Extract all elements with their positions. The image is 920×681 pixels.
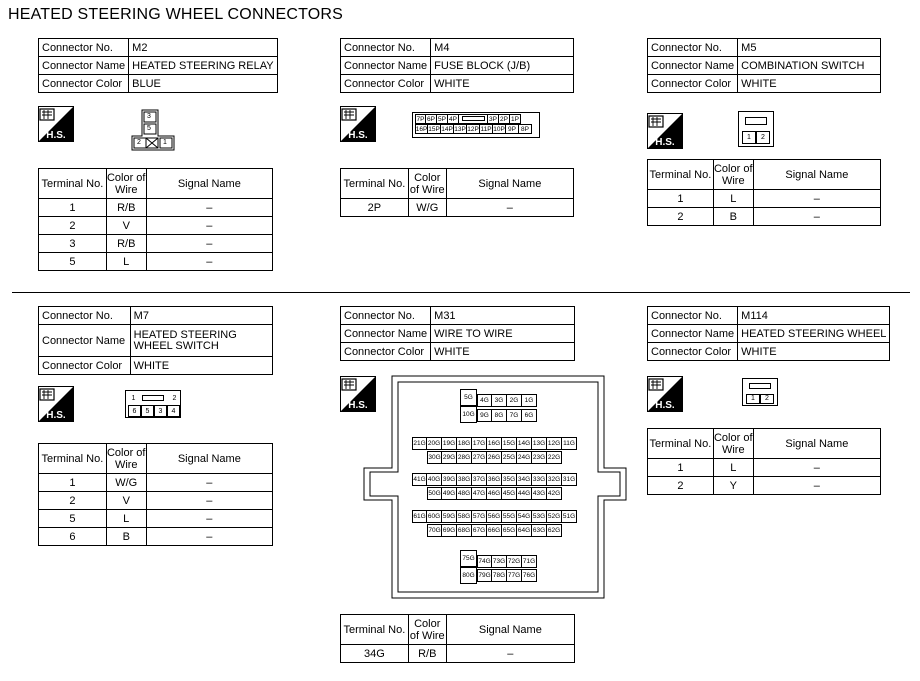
table-cell: R/B [408,645,446,663]
pin-row [415,124,532,134]
pin-cell: 28G [457,451,472,464]
table-row [648,190,881,208]
pin-cell: 15G [502,437,517,450]
pin-cell: 1 [746,394,760,404]
svg-text:H.S.: H.S. [348,400,368,411]
pin-label: 5 [147,125,151,132]
info-label: Connector Color [341,343,431,361]
pin-cell: 22G [547,451,562,464]
column-header: Terminal No. [39,444,107,474]
table-cell: – [753,208,880,226]
pin-cell: 29G [442,451,457,464]
info-label: Connector No. [648,307,738,325]
pin-cell: 6 [128,405,141,417]
pin-cell: 5 [141,405,154,417]
pin-cell: 17G [472,437,487,450]
pin-cell: 64G [517,524,532,537]
hs-icon [38,386,74,422]
pin-cell: 1G [522,394,537,407]
info-value: M4 [431,39,574,57]
pin-cell: 11G [562,437,577,450]
table-cell: L [106,510,146,528]
pin-cell: 31G [562,473,577,486]
info-label: Connector Color [341,75,431,93]
section-divider [12,292,910,293]
pin-cell: 52G [547,510,562,523]
info-value: WIRE TO WIRE [431,325,575,343]
pin-cell: 6P [426,114,437,124]
table-row [39,253,273,271]
terminal-table [38,168,273,271]
info-label: Connector Color [648,343,738,361]
column-header: Terminal No. [341,615,409,645]
pin-cell: 77G [507,569,522,582]
info-value: M5 [738,39,881,57]
pin-cell: 6G [522,409,537,422]
pin-cell: 2P [499,114,510,124]
pin-cell: 26G [487,451,502,464]
pin-cell: 47G [472,487,487,500]
connector-info-table [38,306,273,375]
pin-cell: 27G [472,451,487,464]
info-label: Connector No. [39,39,129,57]
pin-cell: 4G [477,394,492,407]
table-row [341,645,575,663]
pin-cell: 41G [412,473,427,486]
pin-cell: 33G [532,473,547,486]
info-label: Connector Color [39,357,131,375]
connector-latch [462,116,485,121]
pin-cell: 5P [437,114,448,124]
pin-label: 1 [163,139,167,146]
table-row [39,235,273,253]
column-header: Color of Wire [106,169,146,199]
connector-face-m114 [742,378,778,406]
pin-cell: 71G [522,555,537,568]
column-header: Color of Wire [408,615,446,645]
pin-cell: 53G [532,510,547,523]
pin-cell: 69G [442,524,457,537]
svg-text:H.S.: H.S. [655,137,675,148]
pin-cell: 68G [457,524,472,537]
pin-cell: 24G [517,451,532,464]
table-row [39,492,273,510]
table-cell: – [446,645,574,663]
column-header: Color of Wire [713,160,753,190]
table-cell: 5 [39,253,107,271]
info-label: Connector Color [648,75,738,93]
table-row [39,474,273,492]
pin-cell: 8P [519,124,532,134]
svg-text:H.S.: H.S. [46,130,66,141]
connector-info-table [647,38,881,93]
info-label: Connector No. [648,39,738,57]
table-cell: 34G [341,645,409,663]
pin-cell: 54G [517,510,532,523]
table-cell: B [713,208,753,226]
pin-cell: 7P [416,115,425,123]
svg-text:H.S.: H.S. [655,400,675,411]
info-value: BLUE [129,75,277,93]
pin-cell: 58G [457,510,472,523]
pin-cell: 16G [487,437,502,450]
table-row [648,477,881,495]
column-header: Terminal No. [39,169,107,199]
info-label: Connector Color [39,75,129,93]
pin-cell: 7G [507,409,522,422]
svg-text:H.S.: H.S. [348,130,368,141]
pin-cell: 63G [532,524,547,537]
table-cell: 1 [648,190,714,208]
table-cell: – [753,477,880,495]
pin-cell: 3G [492,394,507,407]
table-cell: 2 [39,492,107,510]
pin-cell: 73G [492,555,507,568]
table-cell: V [106,492,146,510]
column-header: Signal Name [146,169,272,199]
pin-cell: 30G [427,451,442,464]
info-label: Connector No. [39,307,131,325]
page-title: HEATED STEERING WHEEL CONNECTORS [8,6,344,23]
table-cell: 2 [648,477,714,495]
connector-info-table [38,38,278,93]
info-value: WHITE [738,75,881,93]
pin-cell: 72G [507,555,522,568]
table-row [648,459,881,477]
pin-row [412,473,577,486]
pin-cell: 48G [457,487,472,500]
table-row [39,528,273,546]
pin-cell: 19G [442,437,457,450]
table-cell: – [446,199,573,217]
pin-row [427,524,562,537]
pin-cell: 51G [562,510,577,523]
column-header: Terminal No. [341,169,409,199]
table-cell: L [106,253,146,271]
table-row [39,217,273,235]
table-cell: V [106,217,146,235]
info-value: COMBINATION SWITCH [738,57,881,75]
pin-cell: 3 [154,405,167,417]
info-label: Connector Name [341,57,431,75]
pin-cell: 14G [517,437,532,450]
pin-cell: 4P [448,114,459,124]
table-cell: L [713,459,753,477]
pin-cell: 59G [442,510,457,523]
pin-cell: 79G [477,569,492,582]
info-label: Connector Name [341,325,431,343]
pin-cell: 76G [522,569,537,582]
pin-cell: 50G [427,487,442,500]
pin-cell: 57G [472,510,487,523]
table-cell: – [753,459,880,477]
table-cell: 1 [648,459,714,477]
pin-cell: 10G [460,406,477,423]
pin-cell: 2 [170,393,179,403]
connector-latch [142,395,164,401]
table-cell: – [146,235,272,253]
pin-cell: 40G [427,473,442,486]
pin-cell: 1P [510,114,521,124]
info-value: WHITE [431,75,574,93]
pin-cell: 43G [532,487,547,500]
info-value: WHITE [431,343,575,361]
pin-cell: 60G [427,510,442,523]
info-value: WHITE [738,343,890,361]
column-header: Signal Name [753,160,880,190]
pin-row [477,569,537,582]
table-cell: 6 [39,528,107,546]
table-cell: W/G [408,199,446,217]
info-value: M7 [130,307,272,325]
terminal-table [38,443,273,546]
table-cell: – [146,199,272,217]
pin-cell: 9P [506,124,519,134]
pin-cell: 14P [441,125,453,133]
pin-cell: 2 [760,394,774,404]
pin-cell: 13G [532,437,547,450]
pin-row [412,437,577,450]
pin-label: 3 [147,113,151,120]
hs-icon [647,376,683,412]
pin-row [427,451,562,464]
pin-cell: 66G [487,524,502,537]
terminal-table [647,159,881,226]
pin-column [460,550,477,584]
table-row [39,510,273,528]
pin-row [427,487,562,500]
table-cell: B [106,528,146,546]
pin-column [460,389,477,423]
pin-cell: 18G [457,437,472,450]
connector-info-table [340,306,575,361]
table-cell: R/B [106,235,146,253]
table-cell: R/B [106,199,146,217]
connector-info-table [647,306,890,361]
connector-face-m2 [130,108,176,157]
column-header: Terminal No. [648,160,714,190]
table-cell: 5 [39,510,107,528]
pin-cell: 56G [487,510,502,523]
column-header: Color of Wire [408,169,446,199]
table-cell: – [753,190,880,208]
pin-cell: 21G [412,437,427,450]
terminal-table [340,614,575,663]
pin-cell: 37G [472,473,487,486]
pin-cell: 12P [467,125,479,133]
table-row [39,199,273,217]
pin-cell: 12G [547,437,562,450]
pin-cell: 78G [492,569,507,582]
info-label: Connector Name [39,325,131,357]
table-cell: 1 [39,474,107,492]
pin-cell: 44G [517,487,532,500]
column-header: Terminal No. [648,429,714,459]
column-header: Color of Wire [713,429,753,459]
table-cell: 2 [39,217,107,235]
pin-cell: 49G [442,487,457,500]
table-cell: 2 [648,208,714,226]
table-cell: – [146,492,272,510]
pin-cell: 75G [460,550,477,567]
svg-text:H.S.: H.S. [46,410,66,421]
pin-cell: 65G [502,524,517,537]
info-value: FUSE BLOCK (J/B) [431,57,574,75]
pin-cell: 11P [480,125,492,133]
hs-icon [38,106,74,142]
column-header: Signal Name [146,444,272,474]
table-cell: 2P [341,199,409,217]
info-value: M114 [738,307,890,325]
pin-row [477,409,537,422]
table-cell: – [146,528,272,546]
hs-icon [647,113,683,149]
pin-cell: 32G [547,473,562,486]
table-cell: – [146,474,272,492]
pin-cell: 23G [532,451,547,464]
connector-latch [745,117,767,124]
table-cell: W/G [106,474,146,492]
connector-face-m7 [125,390,181,418]
info-label: Connector Name [648,57,738,75]
table-cell: – [146,217,272,235]
info-value: HEATED STEERING WHEEL [738,325,890,343]
terminal-table [647,428,881,495]
info-value: HEATED STEERING WHEEL SWITCH [130,325,272,357]
pin-cell: 34G [517,473,532,486]
table-row [341,199,574,217]
pin-cell: 20G [427,437,442,450]
column-header: Color of Wire [106,444,146,474]
table-cell: – [146,510,272,528]
connector-info-table [340,38,574,93]
info-label: Connector No. [341,39,431,57]
pin-cell: 15P [428,125,440,133]
pin-label: 2 [137,139,141,146]
terminal-table [340,168,574,217]
pin-cell: 25G [502,451,517,464]
info-value: HEATED STEERING RELAY [129,57,277,75]
pin-cell: 45G [502,487,517,500]
table-cell: 1 [39,199,107,217]
pin-cell: 39G [442,473,457,486]
pin-cell: 55G [502,510,517,523]
pin-cell: 74G [477,555,492,568]
pin-cell: 1 [742,131,756,144]
info-value: WHITE [130,357,272,375]
column-header: Signal Name [446,615,574,645]
table-cell: – [146,253,272,271]
pin-row [477,555,537,568]
pin-row [477,394,537,407]
info-label: Connector Name [39,57,129,75]
hs-icon [340,106,376,142]
info-value: M31 [431,307,575,325]
pin-cell: 36G [487,473,502,486]
pin-cell: 35G [502,473,517,486]
pin-cell: 10P [493,125,505,133]
pin-cell: 9G [477,409,492,422]
pin-cell: 1 [129,393,138,403]
pin-cell: 5G [460,389,477,406]
pin-cell: 4 [167,405,180,417]
info-value: M2 [129,39,277,57]
pin-cell: 16P [415,125,428,133]
pin-cell: 70G [427,524,442,537]
pin-cell: 67G [472,524,487,537]
info-label: Connector Name [648,325,738,343]
pin-cell: 42G [547,487,562,500]
table-cell: Y [713,477,753,495]
table-row [648,208,881,226]
pin-cell: 8G [492,409,507,422]
pin-cell: 80G [460,567,477,584]
table-cell: 3 [39,235,107,253]
pin-cell: 2 [756,131,770,144]
pin-cell: 13P [454,125,466,133]
pin-cell: 38G [457,473,472,486]
pin-cell: 3P [488,114,499,124]
pin-cell: 62G [547,524,562,537]
pin-row [412,510,577,523]
connector-latch [749,383,771,389]
info-label: Connector No. [341,307,431,325]
column-header: Signal Name [446,169,573,199]
connector-face-m5 [738,111,774,147]
pin-cell: 2G [507,394,522,407]
table-cell: L [713,190,753,208]
pin-cell: 61G [412,510,427,523]
pin-cell: 46G [487,487,502,500]
column-header: Signal Name [753,429,880,459]
